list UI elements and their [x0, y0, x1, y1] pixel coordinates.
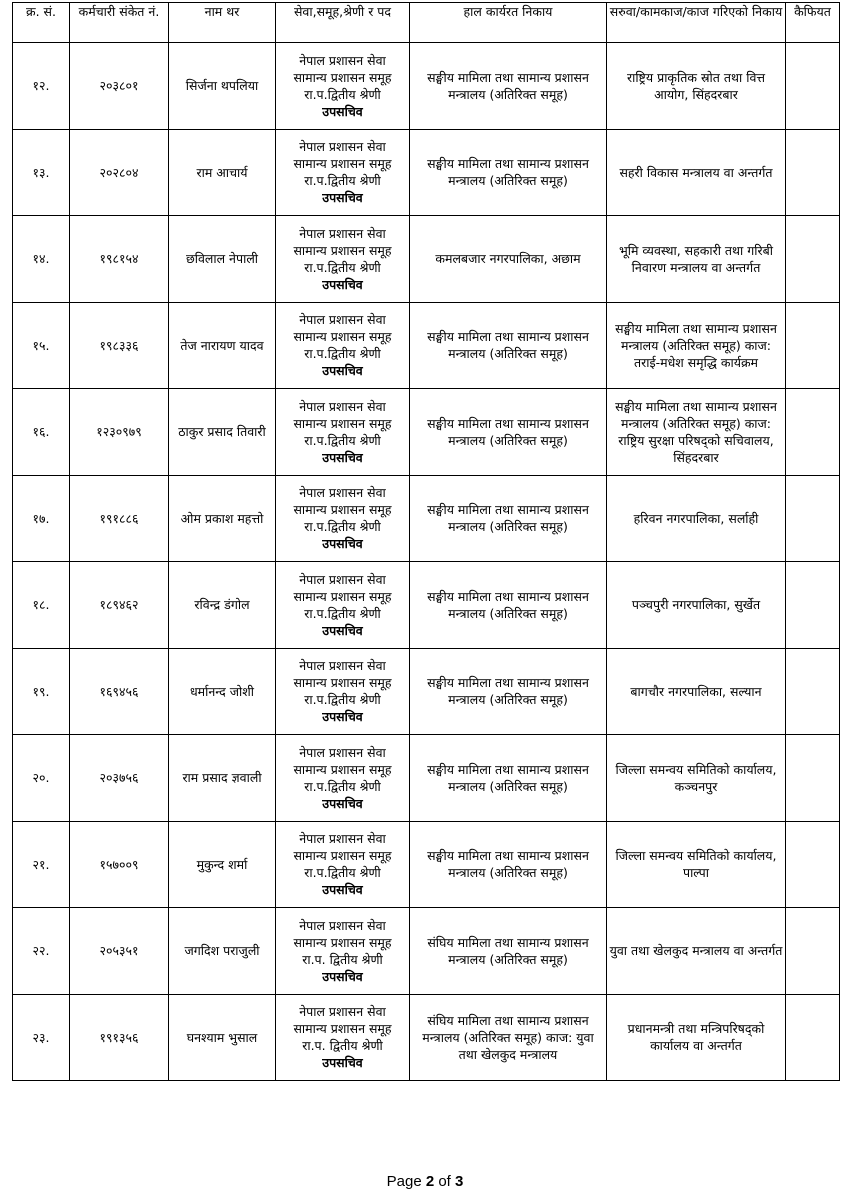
- cell-remarks: [786, 129, 840, 216]
- cell-transfer-office: जिल्ला समन्वय समितिको कार्यालय, पाल्पा: [607, 821, 786, 908]
- service-group: सामान्य प्रशासन समूह: [293, 675, 392, 691]
- service-post: उपसचिव: [322, 795, 363, 811]
- cell-code: १५७००९: [70, 821, 169, 908]
- cell-transfer-office: राष्ट्रिय प्राकृतिक स्रोत तथा वित्त आयोग, सिंहदरबार: [607, 43, 786, 130]
- cell-transfer-office: जिल्ला समन्वय समितिको कार्यालय, कञ्चनपुर: [607, 735, 786, 822]
- cell-code: १८९४६२: [70, 562, 169, 649]
- service-group: सामान्य प्रशासन समूह: [293, 848, 392, 864]
- service-class: रा.प.द्वितीय श्रेणी: [304, 605, 381, 621]
- service-class: रा.प.द्वितीय श्रेणी: [304, 865, 381, 881]
- cell-transfer-office: भूमि व्यवस्था, सहकारी तथा गरिबी निवारण मन्त्रालय वा अन्तर्गत: [607, 216, 786, 303]
- service-post: उपसचिव: [322, 622, 363, 638]
- service-line: नेपाल प्रशासन सेवा: [299, 744, 386, 760]
- service-line: नेपाल प्रशासन सेवा: [299, 917, 386, 933]
- service-post: उपसचिव: [322, 1055, 363, 1071]
- cell-sn: १२.: [13, 43, 70, 130]
- service-line: नेपाल प्रशासन सेवा: [299, 398, 386, 414]
- service-group: सामान्य प्रशासन समूह: [293, 156, 392, 172]
- cell-current-office: सङ्घीय मामिला तथा सामान्य प्रशासन मन्त्रालय (अतिरिक्त समूह): [410, 129, 607, 216]
- cell-name: धर्मानन्द जोशी: [169, 648, 276, 735]
- service-group: सामान्य प्रशासन समूह: [293, 588, 392, 604]
- table-row: [13, 908, 840, 995]
- service-group: सामान्य प्रशासन समूह: [293, 934, 392, 950]
- service-line: नेपाल प्रशासन सेवा: [299, 571, 386, 587]
- table-row: [13, 302, 840, 389]
- service-post: उपसचिव: [322, 536, 363, 552]
- cell-service: [276, 908, 410, 995]
- cell-current-office: संघिय मामिला तथा सामान्य प्रशासन मन्त्रालय (अतिरिक्त समूह) काज: युवा तथा खेलकुद मन्त्रालय: [410, 994, 607, 1081]
- cell-code: १२३०९७९: [70, 389, 169, 476]
- table-row: [13, 43, 840, 130]
- cell-transfer-office: हरिवन नगरपालिका, सर्लाही: [607, 475, 786, 562]
- table-row: [13, 735, 840, 822]
- transfer-table: [12, 2, 840, 1081]
- service-group: सामान्य प्रशासन समूह: [293, 415, 392, 431]
- cell-sn: २२.: [13, 908, 70, 995]
- service-line: नेपाल प्रशासन सेवा: [299, 1004, 386, 1020]
- service-post: उपसचिव: [322, 276, 363, 292]
- cell-service: [276, 216, 410, 303]
- cell-remarks: [786, 216, 840, 303]
- footer-current-page: 2: [425, 1173, 435, 1190]
- service-class: रा.प.द्वितीय श्रेणी: [304, 692, 381, 708]
- cell-current-office: सङ्घीय मामिला तथा सामान्य प्रशासन मन्त्रालय (अतिरिक्त समूह): [410, 648, 607, 735]
- cell-name: घनश्याम भुसाल: [169, 994, 276, 1081]
- service-class: रा.प.द्वितीय श्रेणी: [304, 432, 381, 448]
- service-post: उपसचिव: [322, 363, 363, 379]
- cell-name: राम प्रसाद ज्ञवाली: [169, 735, 276, 822]
- cell-name: राम आचार्य: [169, 129, 276, 216]
- service-class: रा.प.द्वितीय श्रेणी: [304, 346, 381, 362]
- service-group: सामान्य प्रशासन समूह: [293, 1021, 392, 1037]
- header-name: नाम थर: [169, 3, 276, 43]
- service-group: सामान्य प्रशासन समूह: [293, 329, 392, 345]
- service-post: उपसचिव: [322, 103, 363, 119]
- cell-code: १९८३३६: [70, 302, 169, 389]
- header-service: सेवा,समूह,श्रेणी र पद: [276, 3, 410, 43]
- table-row: [13, 389, 840, 476]
- cell-code: २०५३५१: [70, 908, 169, 995]
- cell-code: २०३७५६: [70, 735, 169, 822]
- cell-name: ओम प्रकाश महत्तो: [169, 475, 276, 562]
- cell-name: छविलाल नेपाली: [169, 216, 276, 303]
- cell-service: [276, 562, 410, 649]
- cell-service: [276, 821, 410, 908]
- service-post: उपसचिव: [322, 190, 363, 206]
- service-class: रा.प.द्वितीय श्रेणी: [304, 173, 381, 189]
- cell-transfer-office: सङ्घीय मामिला तथा सामान्य प्रशासन मन्त्रालय (अतिरिक्त समूह) काज: तराई-मधेश समृद्धि कार्यक्रम: [607, 302, 786, 389]
- cell-sn: १९.: [13, 648, 70, 735]
- cell-transfer-office: युवा तथा खेलकुद मन्त्रालय वा अन्तर्गत: [607, 908, 786, 995]
- table-row: [13, 475, 840, 562]
- cell-name: ठाकुर प्रसाद तिवारी: [169, 389, 276, 476]
- cell-transfer-office: सङ्घीय मामिला तथा सामान्य प्रशासन मन्त्रालय (अतिरिक्त समूह) काज: राष्ट्रिय सुरक्षा परिषद्को सचिवालय, सिंहदरबार: [607, 389, 786, 476]
- cell-current-office: सङ्घीय मामिला तथा सामान्य प्रशासन मन्त्रालय (अतिरिक्त समूह): [410, 562, 607, 649]
- header-code: कर्मचारी संकेत नं.: [70, 3, 169, 43]
- cell-service: [276, 994, 410, 1081]
- cell-transfer-office: सहरी विकास मन्त्रालय वा अन्तर्गत: [607, 129, 786, 216]
- cell-service: [276, 302, 410, 389]
- cell-sn: १४.: [13, 216, 70, 303]
- cell-current-office: सङ्घीय मामिला तथा सामान्य प्रशासन मन्त्रालय (अतिरिक्त समूह): [410, 302, 607, 389]
- cell-service: [276, 475, 410, 562]
- service-post: उपसचिव: [322, 709, 363, 725]
- cell-name: मुकुन्द शर्मा: [169, 821, 276, 908]
- cell-remarks: [786, 821, 840, 908]
- table-row: [13, 994, 840, 1081]
- service-line: नेपाल प्रशासन सेवा: [299, 225, 386, 241]
- cell-remarks: [786, 475, 840, 562]
- cell-name: रविन्द्र डंगोल: [169, 562, 276, 649]
- cell-sn: २१.: [13, 821, 70, 908]
- service-group: सामान्य प्रशासन समूह: [293, 242, 392, 258]
- cell-transfer-office: प्रधानमन्त्री तथा मन्त्रिपरिषद्को कार्यालय वा अन्तर्गत: [607, 994, 786, 1081]
- cell-service: [276, 43, 410, 130]
- footer-middle: of: [434, 1173, 456, 1190]
- service-group: सामान्य प्रशासन समूह: [293, 761, 392, 777]
- table-row: [13, 216, 840, 303]
- service-class: रा.प.द्वितीय श्रेणी: [304, 778, 381, 794]
- cell-remarks: [786, 562, 840, 649]
- cell-code: २०३८०१: [70, 43, 169, 130]
- service-post: उपसचिव: [322, 882, 363, 898]
- cell-code: १९८१५४: [70, 216, 169, 303]
- cell-name: जगदिश पराजुली: [169, 908, 276, 995]
- cell-remarks: [786, 994, 840, 1081]
- cell-current-office: सङ्घीय मामिला तथा सामान्य प्रशासन मन्त्रालय (अतिरिक्त समूह): [410, 821, 607, 908]
- cell-code: १९१८८६: [70, 475, 169, 562]
- cell-sn: १६.: [13, 389, 70, 476]
- cell-remarks: [786, 302, 840, 389]
- footer-total-pages: 3: [455, 1173, 464, 1190]
- table-row: [13, 821, 840, 908]
- cell-remarks: [786, 648, 840, 735]
- cell-sn: १८.: [13, 562, 70, 649]
- cell-code: १९१३५६: [70, 994, 169, 1081]
- cell-sn: १७.: [13, 475, 70, 562]
- service-line: नेपाल प्रशासन सेवा: [299, 312, 386, 328]
- table-row: [13, 129, 840, 216]
- footer-prefix: Page: [386, 1173, 426, 1190]
- cell-current-office: संघिय मामिला तथा सामान्य प्रशासन मन्त्रालय (अतिरिक्त समूह): [410, 908, 607, 995]
- cell-current-office: कमलबजार नगरपालिका, अछाम: [410, 216, 607, 303]
- table-row: [13, 562, 840, 649]
- cell-sn: २०.: [13, 735, 70, 822]
- cell-code: २०२८०४: [70, 129, 169, 216]
- cell-service: [276, 389, 410, 476]
- cell-service: [276, 648, 410, 735]
- table-header-row: [13, 3, 840, 43]
- page-footer: [0, 1173, 850, 1190]
- service-class: रा.प. द्वितीय श्रेणी: [302, 951, 383, 967]
- cell-current-office: सङ्घीय मामिला तथा सामान्य प्रशासन मन्त्रालय (अतिरिक्त समूह): [410, 389, 607, 476]
- service-group: सामान्य प्रशासन समूह: [293, 502, 392, 518]
- cell-remarks: [786, 389, 840, 476]
- cell-current-office: सङ्घीय मामिला तथा सामान्य प्रशासन मन्त्रालय (अतिरिक्त समूह): [410, 475, 607, 562]
- cell-sn: २३.: [13, 994, 70, 1081]
- service-post: उपसचिव: [322, 449, 363, 465]
- cell-remarks: [786, 43, 840, 130]
- cell-remarks: [786, 908, 840, 995]
- cell-service: [276, 735, 410, 822]
- header-transfer-office: सरुवा/कामकाज/काज गरिएको निकाय: [607, 3, 786, 43]
- service-line: नेपाल प्रशासन सेवा: [299, 485, 386, 501]
- service-class: रा.प. द्वितीय श्रेणी: [302, 1038, 383, 1054]
- header-current-office: हाल कार्यरत निकाय: [410, 3, 607, 43]
- cell-code: १६९४५६: [70, 648, 169, 735]
- cell-sn: १३.: [13, 129, 70, 216]
- service-line: नेपाल प्रशासन सेवा: [299, 52, 386, 68]
- cell-name: सिर्जना थपलिया: [169, 43, 276, 130]
- service-class: रा.प.द्वितीय श्रेणी: [304, 259, 381, 275]
- cell-current-office: सङ्घीय मामिला तथा सामान्य प्रशासन मन्त्रालय (अतिरिक्त समूह): [410, 735, 607, 822]
- cell-sn: १५.: [13, 302, 70, 389]
- table-row: [13, 648, 840, 735]
- service-line: नेपाल प्रशासन सेवा: [299, 831, 386, 847]
- header-sn: क्र. सं.: [13, 3, 70, 43]
- service-group: सामान्य प्रशासन समूह: [293, 69, 392, 85]
- service-class: रा.प.द्वितीय श्रेणी: [304, 519, 381, 535]
- service-line: नेपाल प्रशासन सेवा: [299, 139, 386, 155]
- cell-transfer-office: बागचौर नगरपालिका, सल्यान: [607, 648, 786, 735]
- header-remarks: कैफियत: [786, 3, 840, 43]
- service-line: नेपाल प्रशासन सेवा: [299, 658, 386, 674]
- cell-remarks: [786, 735, 840, 822]
- service-post: उपसचिव: [322, 968, 363, 984]
- cell-transfer-office: पञ्चपुरी नगरपालिका, सुर्खेत: [607, 562, 786, 649]
- cell-service: [276, 129, 410, 216]
- cell-name: तेज नारायण यादव: [169, 302, 276, 389]
- cell-current-office: सङ्घीय मामिला तथा सामान्य प्रशासन मन्त्रालय (अतिरिक्त समूह): [410, 43, 607, 130]
- service-class: रा.प.द्वितीय श्रेणी: [304, 86, 381, 102]
